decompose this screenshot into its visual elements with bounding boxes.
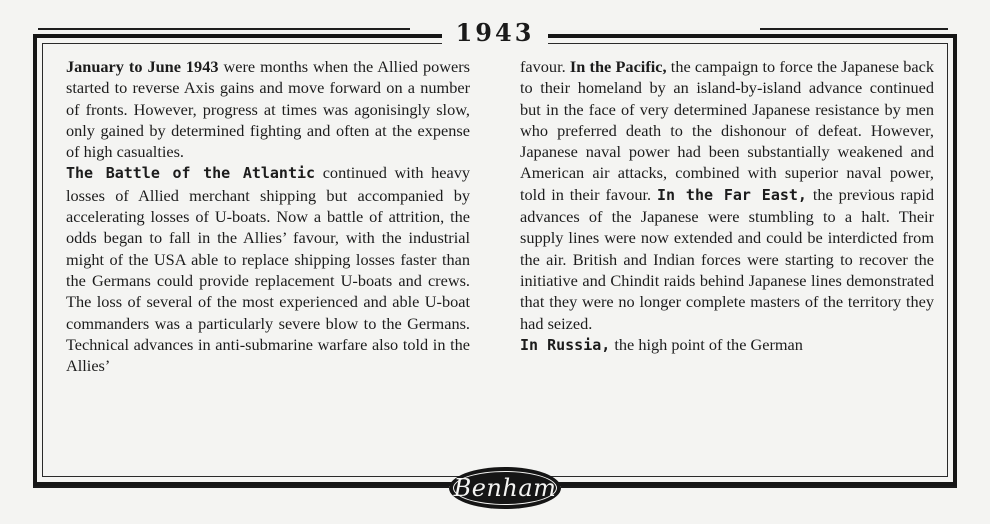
page-title-text: 1943	[442, 18, 549, 47]
paragraph-heading: The Battle of the Atlantic	[66, 164, 316, 183]
paragraph-atlantic	[66, 162, 470, 376]
paragraph-lead: favour.	[520, 57, 570, 76]
bottom-rule-right	[561, 486, 957, 488]
bottom-rule-left	[33, 486, 449, 488]
paragraph-heading: In the Pacific,	[569, 57, 667, 76]
paragraph-text: the previous rapid advances of the Japanese were stumbling to a halt. Their supply lines were now extended and could be interdicted from the air. British and Indian forces were starting to recover the initiative and Chindit raids behind Japanese lines demonstrated that they were no longer complete masters of the territory they had seized.	[520, 184, 934, 333]
paragraph-heading: January to June 1943	[66, 57, 219, 76]
paragraph-pacific	[520, 56, 934, 334]
benham-logo	[449, 467, 561, 509]
paragraph-text: were months when the Allied powers started to reverse Axis gains and move forward on a number of fronts. However, progress at times was agonisingly slow, only gained by determined fighting and often at the expense of high casualties.	[66, 57, 470, 162]
left-column	[66, 56, 470, 376]
logo-text: Benham	[453, 474, 557, 502]
paragraph-heading-far-east: In the Far East,	[657, 185, 807, 204]
paragraph-heading: In Russia,	[520, 335, 611, 354]
paragraph-russia	[520, 334, 934, 356]
right-column	[520, 56, 934, 356]
paragraph-january-june	[66, 56, 470, 162]
paragraph-text: the campaign to force the Japanese back to their homeland by an island-by-island advance continued but in the face of very determined Japanese resistance by men who preferred death to the dishonour of defeat. However, Japanese naval power had been substantially weakened and American air attacks, combined with superior naval power, told in their favour.	[520, 57, 934, 204]
paragraph-text: continued with heavy losses of Allied merchant shipping but accompanied by accelerating losses of U-boats. Now a battle of attrition, the odds began to fall in the Allies’ favour, with the industrial might of the USA able to replace shipping losses faster than the Germans could provide replacement U-boats and crews. The loss of several of the most experienced and able U-boat commanders was a particularly severe blow to the Germans. Technical advances in anti-submarine warfare also told in the Allies’	[66, 163, 470, 376]
page-title	[0, 18, 990, 47]
paragraph-text: the high point of the German	[610, 334, 803, 354]
